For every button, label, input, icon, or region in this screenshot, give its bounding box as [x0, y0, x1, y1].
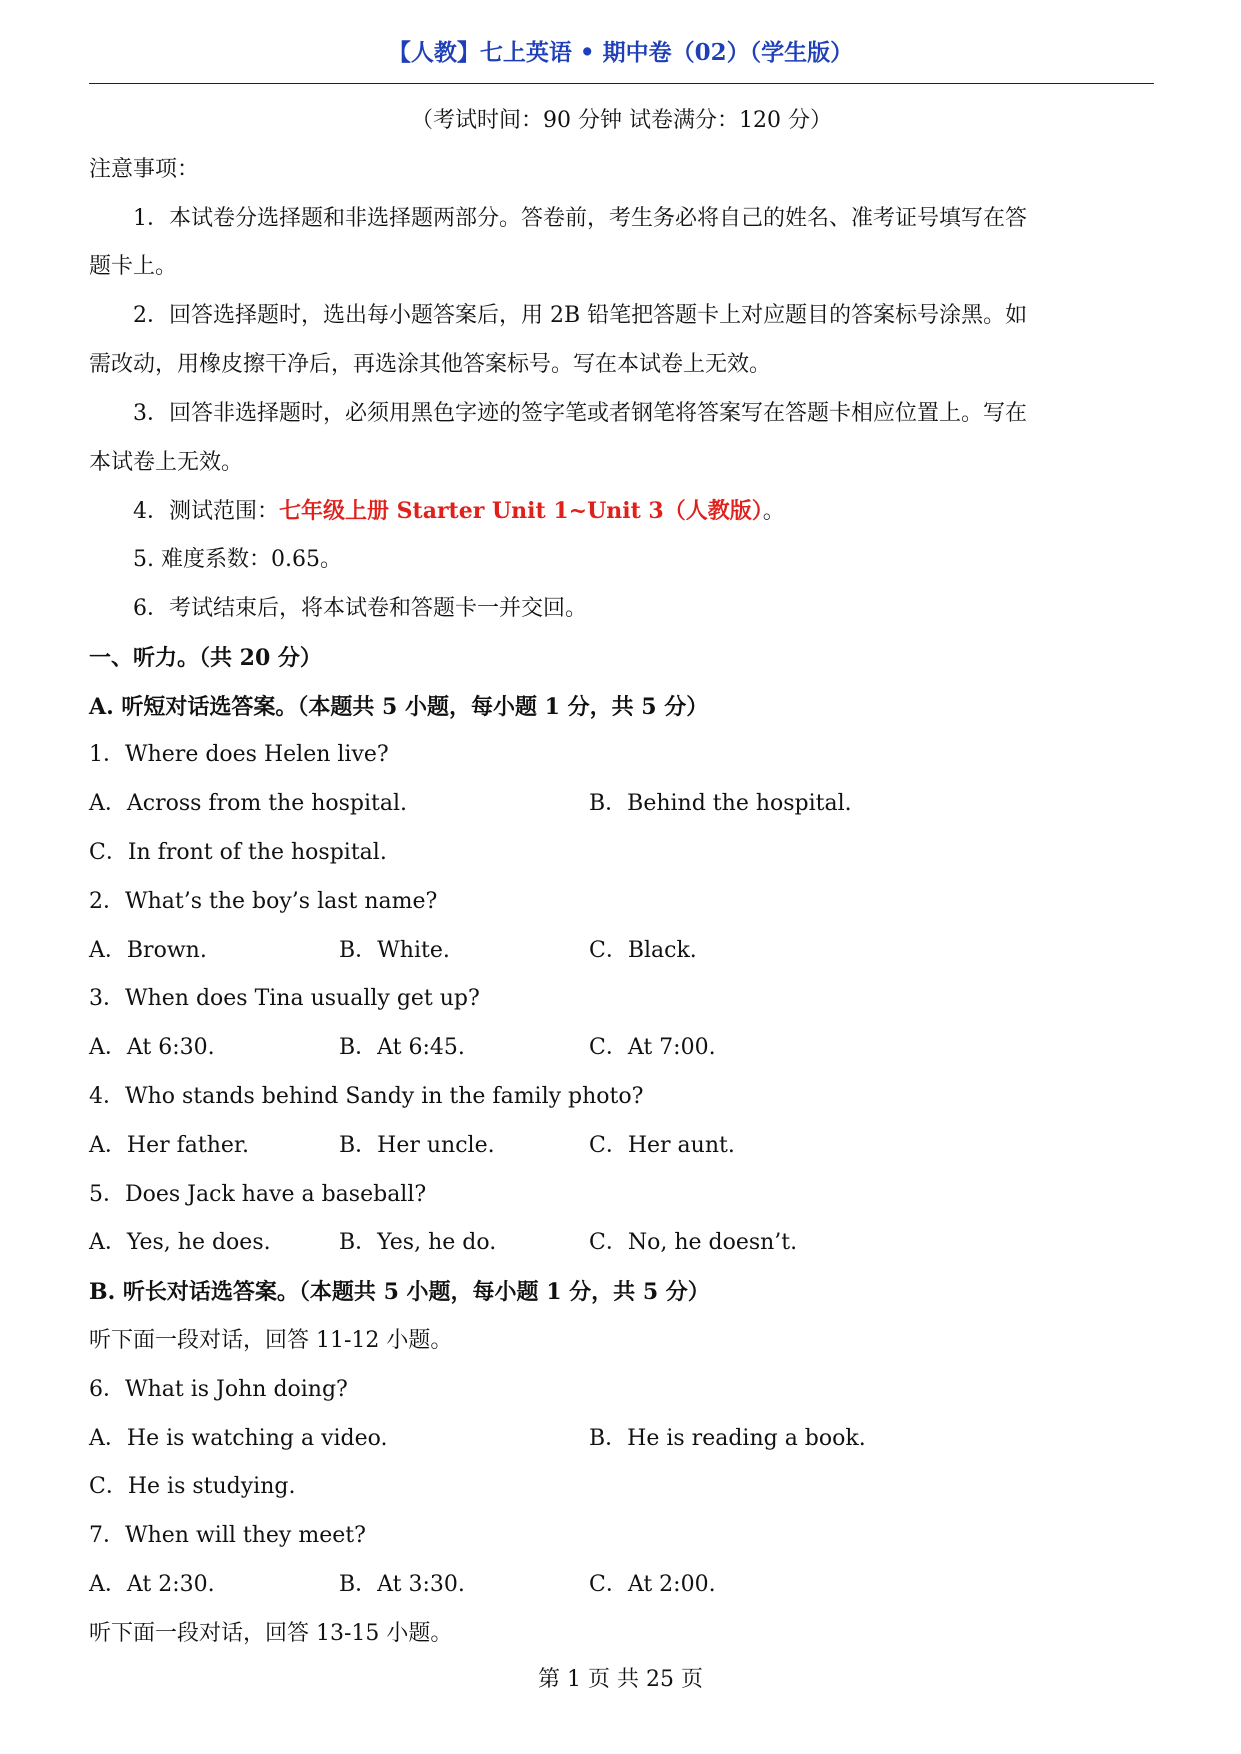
page-header-title: 【人教】七上英语 • 期中卷（02）（学生版） — [387, 39, 854, 66]
note-3-line-1: 3．回答非选择题时，必须用黑色字迹的签字笔或者钢笔将答案写在答题卡相应位置上。写在 — [133, 400, 1028, 426]
question-3: 3．When does Tina usually get up? — [89, 986, 480, 1012]
question-3-option-a: A．At 6:30. — [89, 1035, 215, 1061]
note-4-test-range: 七年级上册 Starter Unit 1~Unit 3（人教版） — [279, 498, 763, 525]
question-7-option-b: B．At 3:30. — [339, 1571, 465, 1597]
question-5-options — [89, 1219, 1154, 1268]
part-b-title: B. 听长对话选答案。（本题共 5 小题，每小题 1 分，共 5 分） — [89, 1279, 710, 1306]
question-6-option-a: A．He is watching a video. — [89, 1425, 388, 1451]
question-7-option-a: A．At 2:30. — [89, 1571, 215, 1597]
question-4-options — [89, 1122, 1154, 1171]
note-5: 5. 难度系数：0.65。 — [133, 547, 342, 573]
question-3-options — [89, 1024, 1154, 1073]
question-4-option-b: B．Her uncle. — [339, 1132, 495, 1158]
note-1-line-1: 1．本试卷分选择题和非选择题两部分。答卷前，考生务必将自己的姓名、准考证号填写在答 — [133, 205, 1028, 231]
question-1-options — [89, 780, 1154, 829]
question-6-option-c: C．He is studying. — [89, 1474, 296, 1500]
question-6-options — [89, 1415, 1154, 1464]
note-4 — [89, 487, 1154, 536]
question-1-option-a: A．Across from the hospital. — [89, 791, 408, 817]
note-1-line-2: 题卡上。 — [89, 254, 178, 280]
question-1-option-c: C．In front of the hospital. — [89, 839, 387, 865]
question-5-option-a: A．Yes, he does. — [89, 1230, 271, 1256]
part-a-title: A. 听短对话选答案。（本题共 5 小题，每小题 1 分，共 5 分） — [89, 693, 709, 720]
page-number-footer: 第 1 页 共 25 页 — [538, 1667, 703, 1692]
question-7-option-c: C．At 2:00. — [589, 1571, 716, 1597]
dialogue-intro-1: 听下面一段对话，回答 11-12 小题。 — [89, 1327, 453, 1353]
question-2-option-a: A．Brown. — [89, 937, 207, 963]
question-6-option-b: B．He is reading a book. — [589, 1425, 866, 1451]
question-5-option-c: C．No, he doesn’t. — [589, 1230, 798, 1256]
question-2: 2．What’s the boy’s last name? — [89, 888, 438, 914]
question-2-options — [89, 927, 1154, 976]
note-6: 6．考试结束后，将本试卷和答题卡一并交回。 — [133, 595, 587, 621]
question-1: 1．Where does Helen live? — [89, 742, 389, 768]
question-4-option-c: C．Her aunt. — [589, 1132, 735, 1158]
document-body — [89, 97, 1154, 1659]
question-5: 5．Does Jack have a baseball? — [89, 1181, 427, 1207]
notes-heading: 注意事项： — [89, 156, 200, 182]
question-4-option-a: A．Her father. — [89, 1132, 249, 1158]
note-4-suffix: 。 — [762, 499, 785, 525]
question-3-option-b: B．At 6:45. — [339, 1035, 465, 1061]
note-2-line-1: 2．回答选择题时，选出每小题答案后，用 2B 铅笔把答题卡上对应题目的答案标号涂黑。如 — [133, 303, 1028, 329]
question-3-option-c: C．At 7:00. — [589, 1035, 716, 1061]
question-7-options — [89, 1561, 1154, 1610]
question-2-option-c: C．Black. — [589, 937, 697, 963]
note-3-line-2: 本试卷上无效。 — [89, 449, 244, 475]
note-4-prefix: 4．测试范围： — [133, 499, 279, 525]
note-2-line-2: 需改动，用橡皮擦干净后，再选涂其他答案标号。写在本试卷上无效。 — [89, 351, 772, 377]
question-2-option-b: B．White. — [339, 937, 450, 963]
question-7: 7．When will they meet? — [89, 1523, 366, 1549]
dialogue-intro-2: 听下面一段对话，回答 13-15 小题。 — [89, 1620, 453, 1646]
question-5-option-b: B．Yes, he do. — [339, 1230, 497, 1256]
header-divider — [89, 83, 1154, 84]
question-6: 6．What is John doing? — [89, 1376, 348, 1402]
question-1-option-b: B．Behind the hospital. — [589, 791, 852, 817]
section-1-title: 一、听力。（共 20 分） — [89, 644, 322, 671]
question-4: 4．Who stands behind Sandy in the family photo? — [89, 1083, 644, 1109]
exam-info: （考试时间：90 分钟 试卷满分：120 分） — [411, 108, 832, 133]
